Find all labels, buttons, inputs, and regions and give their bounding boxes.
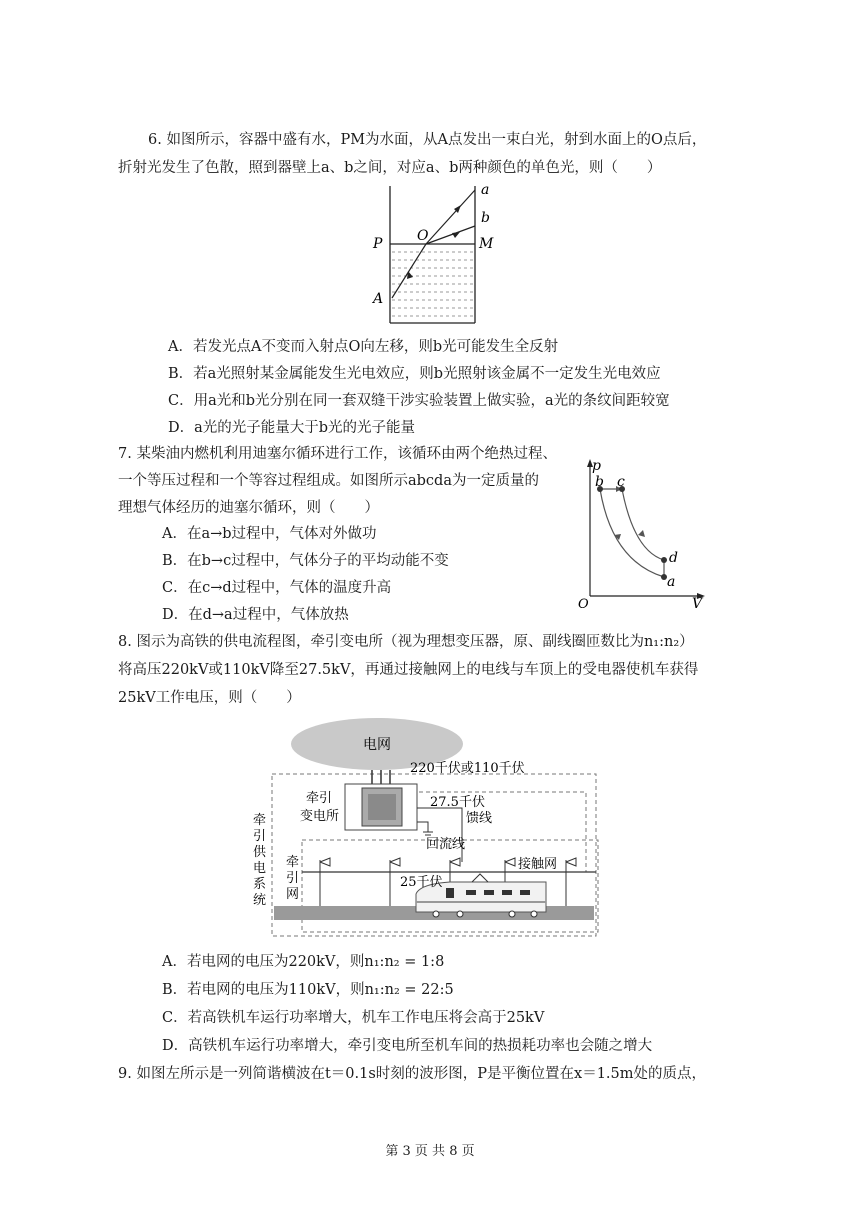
origin-O: O bbox=[578, 597, 589, 612]
grid-label: 电网 bbox=[363, 737, 391, 753]
contact-net-label: 接触网 bbox=[518, 857, 558, 872]
v25-label: 25千伏 bbox=[400, 875, 443, 890]
q8-power-supply-diagram bbox=[250, 712, 610, 944]
system-label-4: 电 bbox=[253, 861, 267, 876]
label-O: O bbox=[417, 228, 429, 244]
q8-option-c: C．若高铁机车运行功率增大，机车工作电压将会高于25kV bbox=[162, 1010, 545, 1026]
label-a: a bbox=[481, 182, 490, 198]
label-M: M bbox=[479, 236, 494, 252]
q8-option-b: B．若电网的电压为110kV，则n₁:n₂ = 22:5 bbox=[162, 982, 454, 998]
q9-stem-line1: 9. 如图左所示是一列简谐横波在t＝0.1s时刻的波形图，P是平衡位置在x＝1.5m处的质点， bbox=[118, 1066, 707, 1082]
q7-stem-line1: 7. 某柴油内燃机利用迪塞尔循环进行工作，该循环由两个绝热过程、 bbox=[118, 446, 557, 462]
q6-figure bbox=[360, 178, 520, 328]
q8-option-d: D．高铁机车运行功率增大，牵引变电所至机车间的热损耗功率也会随之增大 bbox=[162, 1038, 653, 1054]
label-b: b bbox=[481, 210, 490, 226]
system-label-3: 供 bbox=[253, 845, 267, 860]
label-A: A bbox=[373, 291, 384, 307]
point-b: b bbox=[595, 474, 604, 490]
q7-stem-line2: 一个等压过程和一个等容过程组成。如图所示abcda为一定质量的 bbox=[118, 473, 539, 489]
page-footer: 第 3 页 共 8 页 bbox=[385, 1144, 475, 1159]
q7-pv-diagram bbox=[572, 456, 712, 612]
v275-label: 27.5千伏 bbox=[430, 795, 485, 810]
q6-option-d: D．a光的光子能量大于b光的光子能量 bbox=[168, 420, 416, 436]
point-d: d bbox=[669, 550, 678, 566]
q8-stem-line1: 8. 图示为高铁的供电流程图，牵引变电所（视为理想变压器，原、副线圈匝数比为n₁:n₂） bbox=[118, 634, 694, 650]
q7-option-c: C．在c→d过程中，气体的温度升高 bbox=[162, 580, 392, 596]
point-a: a bbox=[667, 574, 676, 590]
feeder-label: 馈线 bbox=[466, 811, 493, 826]
substation-label-1: 牵引 bbox=[306, 791, 333, 806]
q6-stem-line1: 6. 如图所示，容器中盛有水，PM为水面，从A点发出一束白光，射到水面上的O点后， bbox=[148, 132, 707, 148]
system-label-5: 系 bbox=[253, 877, 267, 892]
traction-net-label-3: 网 bbox=[286, 887, 300, 902]
q8-stem-line2: 将高压220kV或110kV降至27.5kV，再通过接触网上的电线与车顶上的受电器使机车获得 bbox=[118, 662, 699, 678]
q6-option-b: B．若a光照射某金属能发生光电效应，则b光照射该金属不一定发生光电效应 bbox=[168, 366, 661, 382]
system-label-6: 统 bbox=[253, 893, 267, 908]
axis-V: V bbox=[692, 596, 703, 612]
q8-option-a: A．若电网的电压为220kV，则n₁:n₂ = 1:8 bbox=[162, 954, 445, 970]
q6-stem-line2: 折射光发生了色散，照到器壁上a、b之间，对应a、b两种颜色的单色光，则（ ） bbox=[118, 160, 662, 176]
axis-p: p bbox=[592, 458, 601, 474]
q7-option-b: B．在b→c过程中，气体分子的平均动能不变 bbox=[162, 553, 449, 569]
q7-option-d: D．在d→a过程中，气体放热 bbox=[162, 607, 349, 623]
q7-stem-line3: 理想气体经历的迪塞尔循环，则（ ） bbox=[118, 500, 379, 516]
substation-label-2: 变电所 bbox=[300, 809, 340, 824]
system-label-1: 牵 bbox=[253, 813, 267, 828]
q7-option-a: A．在a→b过程中，气体对外做功 bbox=[162, 526, 377, 542]
q6-option-a: A．若发光点A不变而入射点O向左移，则b光可能发生全反射 bbox=[168, 339, 559, 355]
system-label-2: 引 bbox=[253, 829, 267, 844]
traction-net-label-1: 牵 bbox=[286, 855, 300, 870]
point-c: c bbox=[617, 474, 625, 490]
q8-stem-line3: 25kV工作电压，则（ ） bbox=[118, 690, 301, 706]
return-line-label: 回流线 bbox=[426, 837, 466, 852]
q6-option-c: C．用a光和b光分别在同一套双缝干涉实验装置上做实验，a光的条纹间距较宽 bbox=[168, 393, 670, 409]
traction-net-label-2: 引 bbox=[286, 871, 300, 886]
high-voltage-label: 220千伏或110千伏 bbox=[410, 761, 525, 776]
label-P: P bbox=[373, 236, 383, 252]
